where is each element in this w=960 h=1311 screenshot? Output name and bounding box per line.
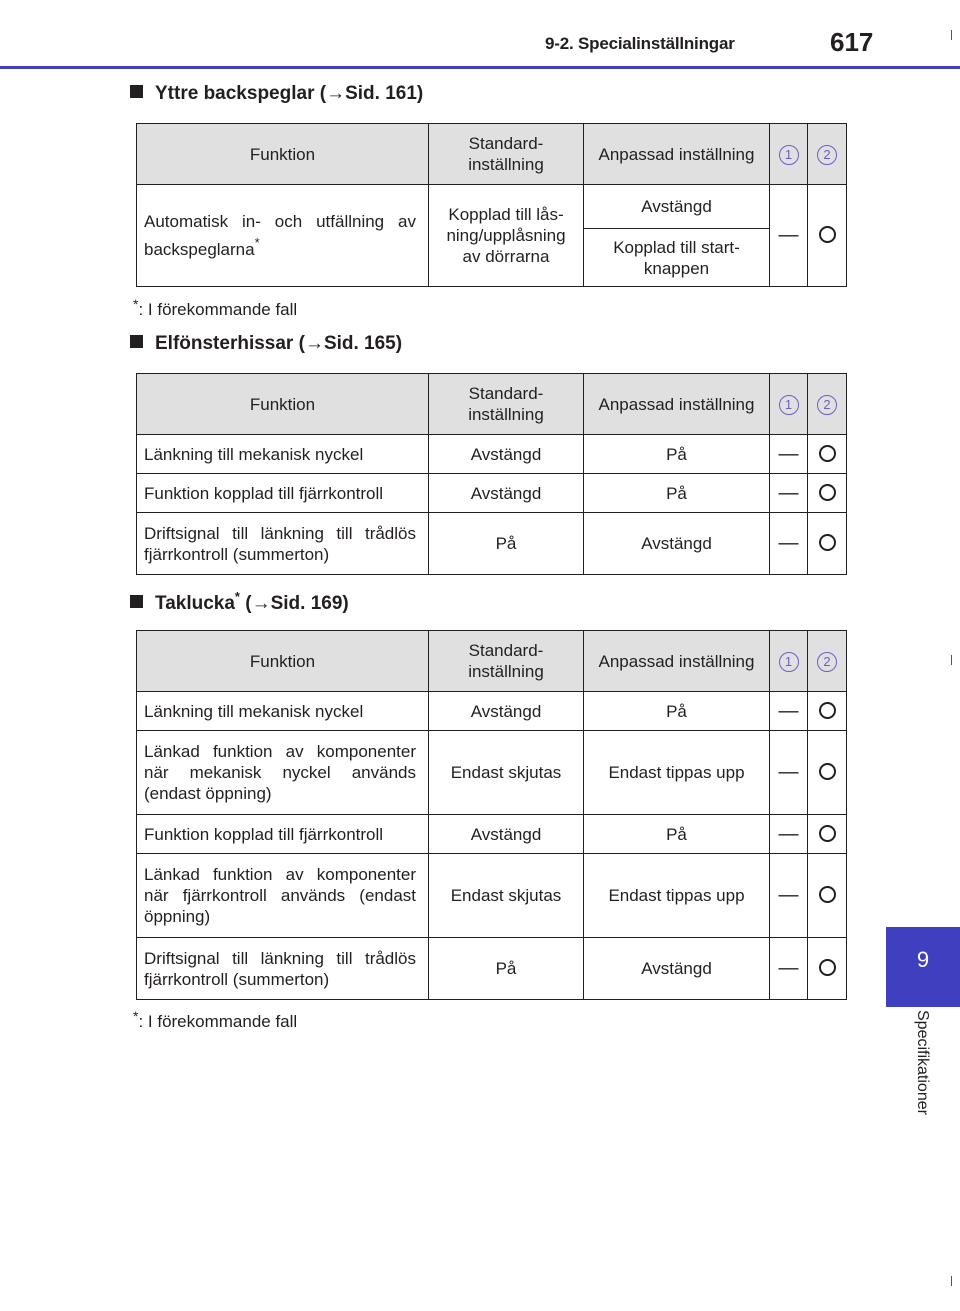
dash-icon: —	[770, 185, 808, 287]
circled-number-icon: 2	[817, 145, 837, 165]
table-row	[137, 692, 847, 731]
custom-cell: Endast tippas upp	[584, 731, 770, 815]
section-heading: Elfönsterhissar (→Sid. 165)	[130, 333, 402, 355]
table-row	[137, 854, 847, 938]
spec-table	[136, 373, 847, 575]
function-cell: Funktion kopplad till fjärrkontroll	[137, 474, 429, 513]
standard-cell: Endast skjutas	[429, 854, 584, 938]
crop-mark	[951, 1276, 952, 1286]
table-row	[137, 185, 847, 229]
arrow-icon: →	[326, 83, 346, 104]
standard-cell: Avstängd	[429, 474, 584, 513]
function-cell: Länkad funktion av komponenter när mekanisk nyckel används (endast öppning)	[137, 731, 429, 815]
table-row	[137, 435, 847, 474]
footnote: *: I förekommande fall	[133, 1008, 298, 1031]
custom-cell: På	[584, 815, 770, 854]
circled-number-icon: 1	[779, 395, 799, 415]
custom-cell: Avstängd	[584, 938, 770, 1000]
arrow-icon: →	[304, 333, 324, 354]
column-header	[770, 631, 808, 692]
table-row	[137, 474, 847, 513]
dash-icon: —	[770, 815, 808, 854]
column-header	[770, 374, 808, 435]
column-header	[808, 374, 847, 435]
column-header	[808, 631, 847, 692]
section-heading: Taklucka* (→Sid. 169)	[130, 589, 349, 615]
crop-mark	[951, 655, 952, 665]
circle-icon	[808, 854, 847, 938]
chapter-tab: 9	[886, 927, 960, 1007]
page-number: 617	[830, 27, 874, 57]
table-header-row	[137, 374, 847, 435]
custom-cell: Kopplad till start- knappen	[584, 229, 770, 287]
column-header: Funktion	[137, 124, 429, 185]
custom-cell: Endast tippas upp	[584, 854, 770, 938]
column-header: Anpassad inställning	[584, 374, 770, 435]
standard-cell: Kopplad till lås- ning/upplåsning av dörrarna	[429, 185, 584, 287]
column-header: Standard- inställning	[429, 374, 584, 435]
circled-number-icon: 2	[817, 652, 837, 672]
table-row	[137, 731, 847, 815]
standard-cell: Avstängd	[429, 815, 584, 854]
column-header: Anpassad inställning	[584, 124, 770, 185]
arrow-icon: →	[251, 593, 271, 614]
bullet-square-icon	[130, 595, 143, 608]
custom-cell: Avstängd	[584, 185, 770, 229]
standard-cell: Avstängd	[429, 692, 584, 731]
column-header: Funktion	[137, 631, 429, 692]
column-header: Anpassad inställning	[584, 631, 770, 692]
circle-icon	[808, 938, 847, 1000]
custom-cell: Avstängd	[584, 513, 770, 575]
crop-mark	[951, 30, 952, 40]
circled-number-icon: 1	[779, 652, 799, 672]
table-header-row	[137, 631, 847, 692]
circle-icon	[808, 692, 847, 731]
column-header: Standard- inställning	[429, 124, 584, 185]
function-cell: Driftsignal till länkning till trådlös fjärrkontroll (summerton)	[137, 938, 429, 1000]
dash-icon: —	[770, 692, 808, 731]
star-icon: *	[254, 235, 260, 250]
star-icon: *	[133, 296, 139, 312]
dash-icon: —	[770, 731, 808, 815]
spec-table	[136, 630, 847, 1000]
chapter-label: Specifikationer	[914, 1010, 931, 1115]
function-cell: Länkning till mekanisk nyckel	[137, 692, 429, 731]
circled-number-icon: 2	[817, 395, 837, 415]
column-header: Funktion	[137, 374, 429, 435]
custom-cell: På	[584, 692, 770, 731]
function-cell: Funktion kopplad till fjärrkontroll	[137, 815, 429, 854]
table-row	[137, 815, 847, 854]
bullet-square-icon	[130, 85, 143, 98]
circle-icon	[808, 513, 847, 575]
custom-cell: På	[584, 474, 770, 513]
star-icon: *	[234, 589, 240, 604]
dash-icon: —	[770, 513, 808, 575]
header-rule	[0, 66, 960, 69]
function-cell: Automatisk in- och utfällning av backspeglarna*	[137, 185, 429, 287]
function-cell: Länkad funktion av komponenter när fjärrkontroll används (endast öppning)	[137, 854, 429, 938]
bullet-square-icon	[130, 335, 143, 348]
table-header-row	[137, 124, 847, 185]
column-header: Standard- inställning	[429, 631, 584, 692]
custom-cell: På	[584, 435, 770, 474]
function-cell: Länkning till mekanisk nyckel	[137, 435, 429, 474]
circle-icon	[808, 474, 847, 513]
footnote: *: I förekommande fall	[133, 296, 298, 319]
dash-icon: —	[770, 854, 808, 938]
standard-cell: På	[429, 513, 584, 575]
dash-icon: —	[770, 474, 808, 513]
star-icon: *	[133, 1008, 139, 1024]
standard-cell: Endast skjutas	[429, 731, 584, 815]
dash-icon: —	[770, 938, 808, 1000]
table-row	[137, 938, 847, 1000]
dash-icon: —	[770, 435, 808, 474]
section-heading: Yttre backspeglar (→Sid. 161)	[130, 83, 423, 105]
section-title: 9-2. Specialinställningar	[545, 34, 735, 53]
column-header	[808, 124, 847, 185]
standard-cell: Avstängd	[429, 435, 584, 474]
standard-cell: På	[429, 938, 584, 1000]
column-header	[770, 124, 808, 185]
circle-icon	[808, 185, 847, 287]
table-row	[137, 513, 847, 575]
circle-icon	[808, 731, 847, 815]
circle-icon	[808, 815, 847, 854]
circled-number-icon: 1	[779, 145, 799, 165]
circle-icon	[808, 435, 847, 474]
function-cell: Driftsignal till länkning till trådlös fjärrkontroll (summerton)	[137, 513, 429, 575]
spec-table	[136, 123, 847, 287]
